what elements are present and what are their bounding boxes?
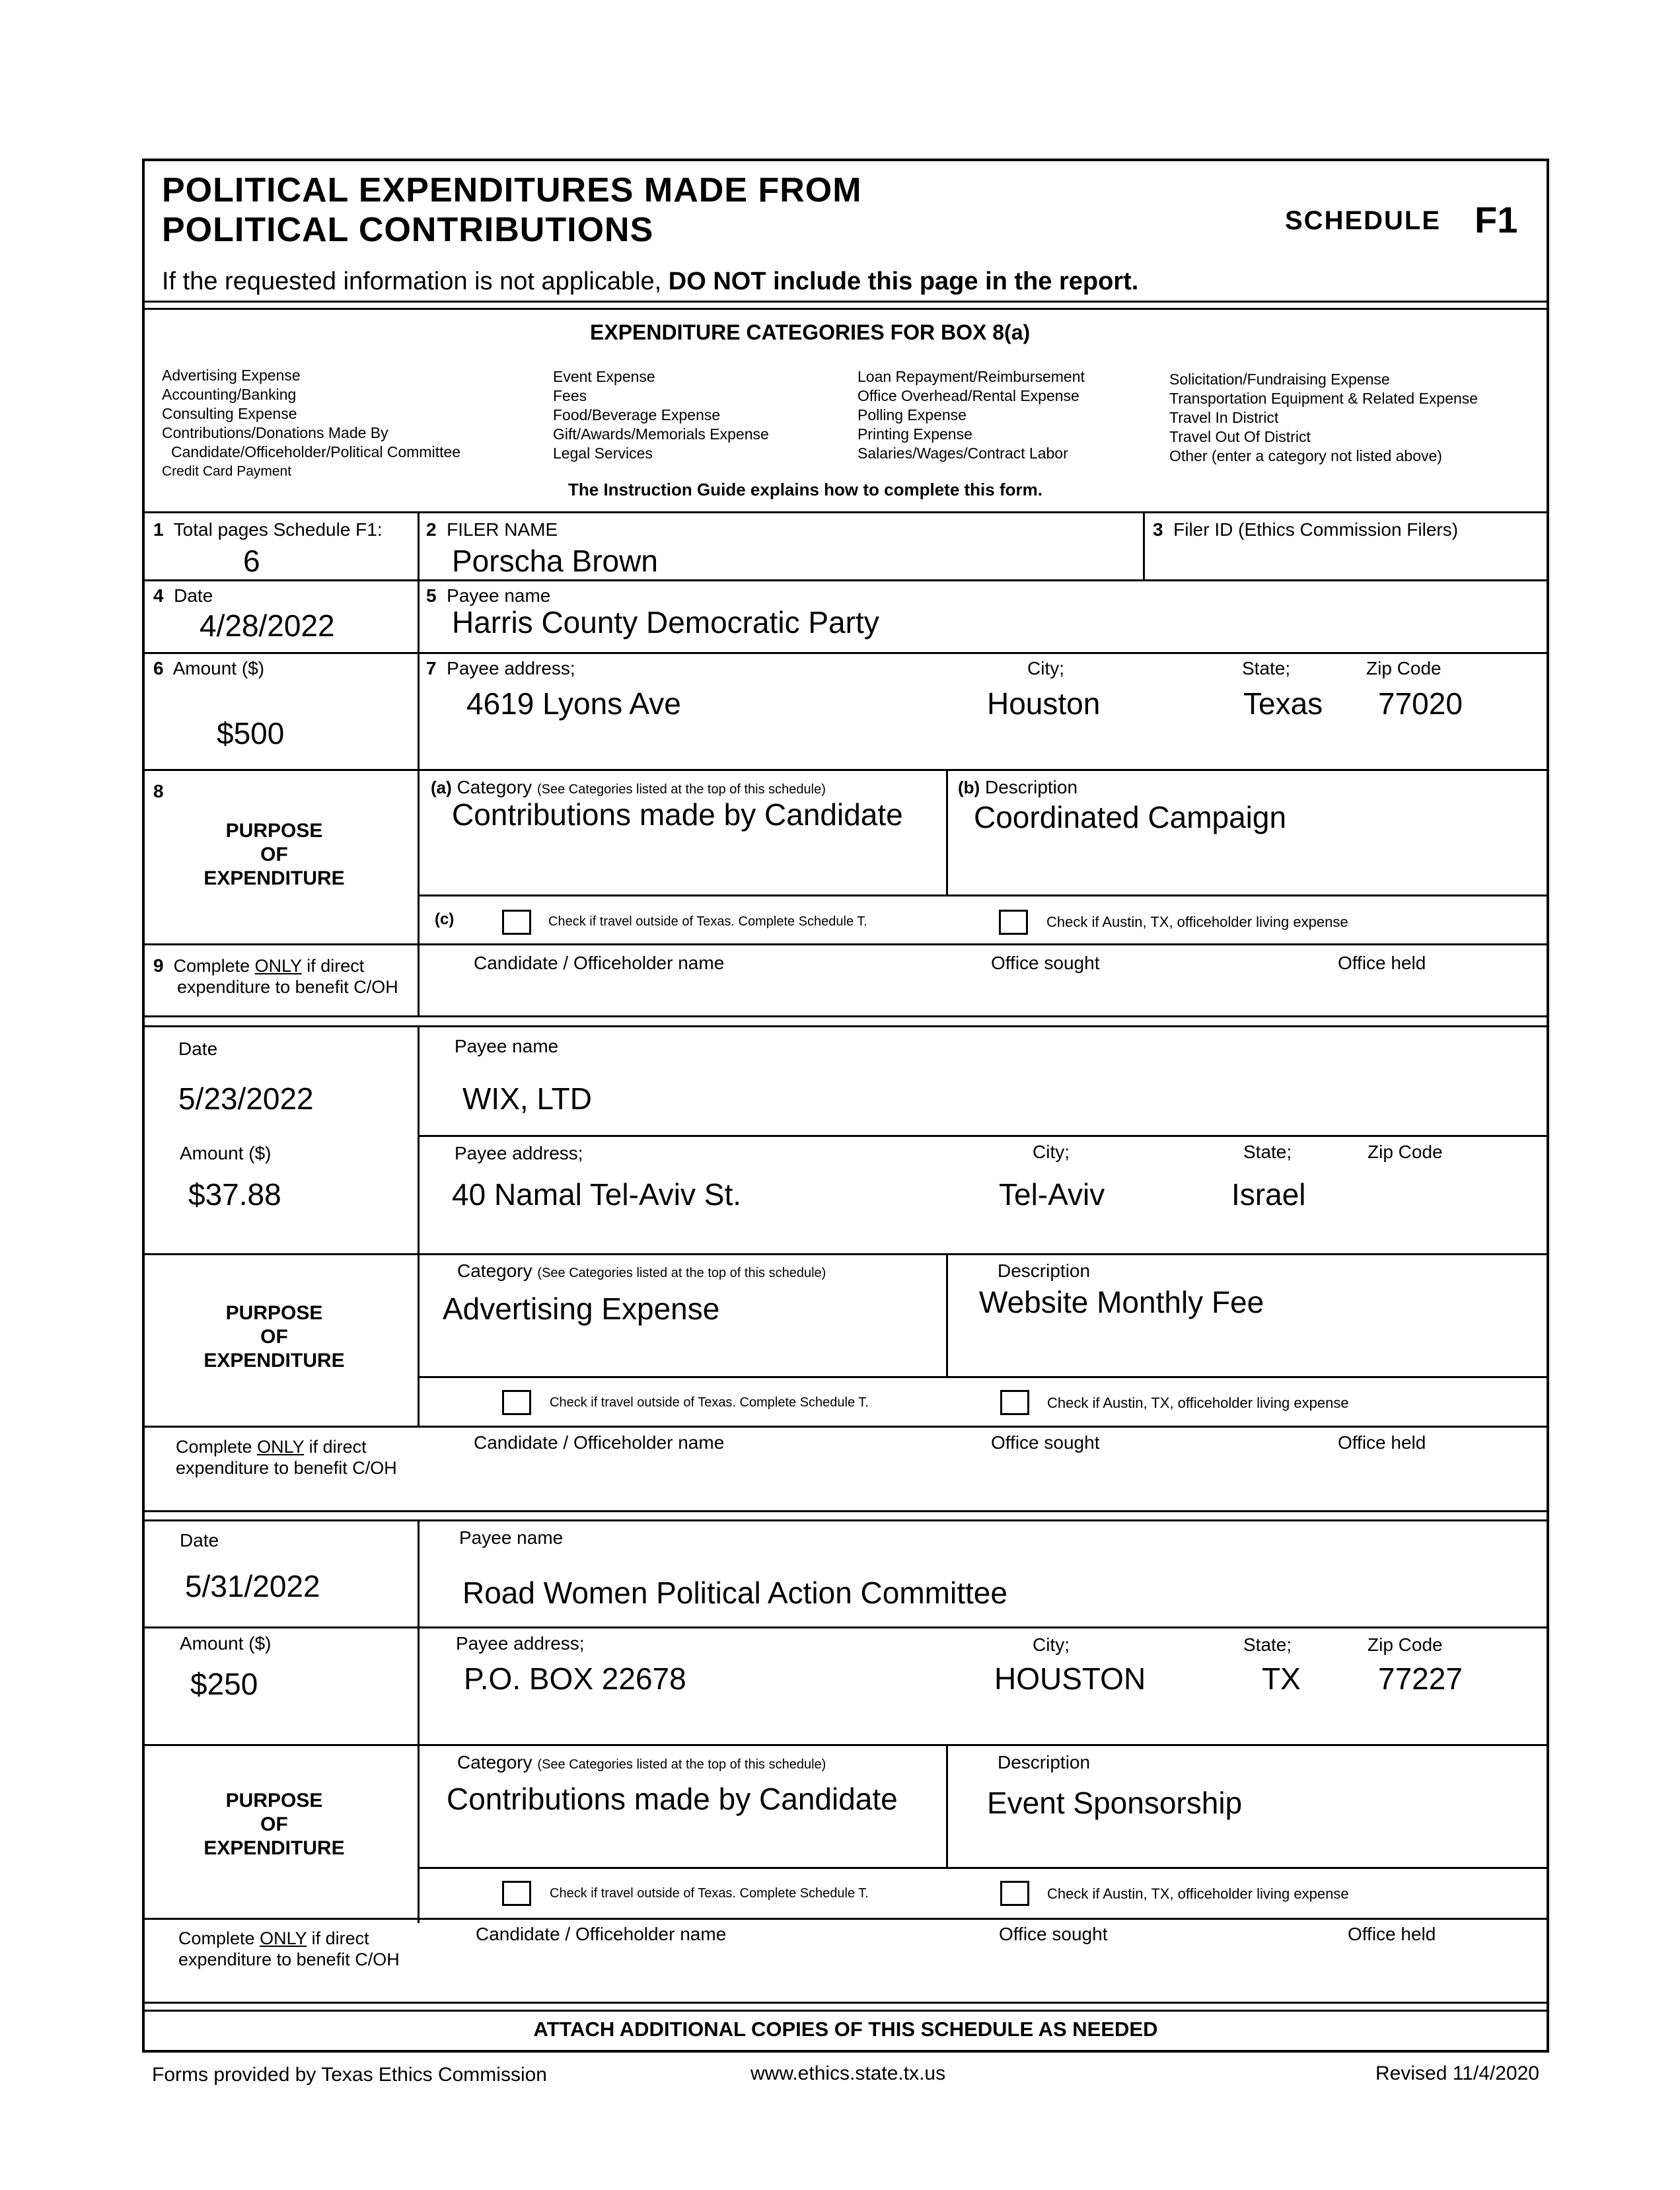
- amount-value[interactable]: $37.88: [188, 1177, 281, 1212]
- label-text: Complete: [176, 1437, 258, 1457]
- field-number: 2: [426, 519, 437, 540]
- category-item: Other (enter a category not listed above): [1169, 447, 1442, 464]
- field-number: 6: [153, 658, 164, 678]
- label-text: Filer ID (Ethics Commission Filers): [1173, 519, 1459, 540]
- field-number: (b): [958, 778, 980, 797]
- austin-living-expense-label: Check if Austin, TX, officeholder living expense: [1047, 1885, 1349, 1902]
- label-text: Complete: [178, 1928, 260, 1948]
- column-divider: [1143, 513, 1145, 579]
- column-divider: [946, 1255, 948, 1377]
- divider: [142, 1253, 1549, 1255]
- label-text: ONLY: [254, 956, 302, 976]
- divider: [142, 2010, 1549, 2012]
- label-text: Amount ($): [172, 658, 265, 678]
- office-sought-label: Office sought: [991, 1432, 1100, 1453]
- label-text: Category: [457, 1260, 532, 1281]
- category-item: Printing Expense: [858, 425, 972, 443]
- divider: [142, 1025, 1549, 1027]
- city-label: City;: [1033, 1634, 1070, 1655]
- description-label: Description: [998, 1260, 1091, 1281]
- category-item: Fees: [553, 387, 587, 404]
- state-label: State;: [1242, 658, 1291, 678]
- office-held-label: Office held: [1338, 1432, 1426, 1453]
- categories-heading: EXPENDITURE CATEGORIES FOR BOX 8(a): [590, 320, 1031, 344]
- state-label: State;: [1243, 1634, 1292, 1655]
- amount-value[interactable]: $250: [190, 1667, 258, 1701]
- filer-id-label: [1153, 519, 1458, 540]
- column-divider: [946, 1746, 948, 1868]
- divider: [142, 1510, 1549, 1512]
- travel-outside-texas-checkbox[interactable]: [502, 1390, 531, 1415]
- label-text: ONLY: [257, 1437, 305, 1457]
- payee-name-label: Payee name: [455, 1036, 559, 1056]
- city-label: City;: [1027, 658, 1064, 678]
- office-sought-label: Office sought: [991, 953, 1100, 973]
- zip-value[interactable]: 77020: [1378, 686, 1463, 721]
- label-note: (See Categories listed at the top of this schedule): [537, 1266, 826, 1280]
- austin-living-expense-checkbox[interactable]: [1000, 1881, 1029, 1906]
- label-note: (See Categories listed at the top of this schedule): [537, 1757, 826, 1772]
- complete-only-label: [178, 1928, 400, 1970]
- label-text: Description: [984, 777, 1078, 797]
- travel-outside-texas-checkbox[interactable]: [502, 910, 531, 935]
- zip-label: Zip Code: [1368, 1634, 1443, 1655]
- category-item: Event Expense: [553, 368, 655, 385]
- divider: [142, 1015, 1549, 1017]
- travel-outside-texas-checkbox[interactable]: [502, 1881, 531, 1906]
- label-text: Date: [174, 585, 213, 606]
- label-text: if direct: [304, 1437, 367, 1457]
- complete-only-label: [176, 1436, 397, 1478]
- label-text: OF: [260, 844, 288, 865]
- notice-bold: DO NOT include this page in the report.: [668, 268, 1139, 295]
- label-text: Complete: [173, 956, 255, 976]
- payee-name-value[interactable]: WIX, LTD: [462, 1081, 592, 1116]
- city-label: City;: [1033, 1142, 1070, 1162]
- category-value[interactable]: Advertising Expense: [443, 1292, 720, 1326]
- amount-label: [153, 658, 264, 679]
- category-column-1: [162, 366, 460, 481]
- payee-name-value[interactable]: Road Women Political Action Committee: [462, 1576, 1007, 1610]
- payee-address-value[interactable]: P.O. BOX 22678: [464, 1661, 686, 1696]
- office-sought-label: Office sought: [999, 1924, 1108, 1944]
- schedule-code: F1: [1475, 199, 1518, 240]
- label-text: expenditure to benefit C/OH: [177, 977, 398, 997]
- category-item: Travel Out Of District: [1169, 428, 1311, 445]
- divider: [142, 2002, 1549, 2004]
- city-value[interactable]: Houston: [987, 686, 1101, 721]
- divider: [142, 1519, 1549, 1521]
- office-held-label: Office held: [1338, 953, 1426, 973]
- zip-value[interactable]: 77227: [1378, 1661, 1463, 1696]
- city-value[interactable]: Tel-Aviv: [999, 1177, 1105, 1212]
- attach-copies-notice: ATTACH ADDITIONAL COPIES OF THIS SCHEDULE AS NEEDED: [533, 2018, 1158, 2041]
- field-number: 7: [426, 658, 437, 678]
- description-value[interactable]: Event Sponsorship: [987, 1786, 1243, 1820]
- purpose-of-expenditure-label: [165, 1789, 383, 1860]
- zip-label: Zip Code: [1366, 658, 1442, 678]
- payee-address-value[interactable]: 4619 Lyons Ave: [466, 686, 681, 721]
- payee-name-value[interactable]: Harris County Democratic Party: [452, 605, 879, 639]
- label-text: if direct: [307, 1928, 369, 1948]
- state-label: State;: [1243, 1142, 1292, 1162]
- divider: [418, 1376, 1549, 1378]
- divider: [418, 1135, 1549, 1137]
- column-divider: [946, 771, 948, 895]
- field-number: 3: [1153, 519, 1163, 540]
- category-item: Transportation Equipment & Related Expense: [1169, 390, 1479, 407]
- category-value[interactable]: Contributions made by Candidate: [447, 1782, 898, 1816]
- state-value[interactable]: Texas: [1243, 686, 1323, 721]
- category-label: [431, 777, 826, 798]
- state-value[interactable]: TX: [1262, 1661, 1301, 1696]
- label-text: PURPOSE: [225, 1790, 323, 1811]
- date-value[interactable]: 4/28/2022: [200, 608, 335, 643]
- category-item: Accounting/Banking: [162, 386, 297, 403]
- description-value[interactable]: Website Monthly Fee: [979, 1285, 1264, 1319]
- label-text: PURPOSE: [225, 820, 323, 842]
- austin-living-expense-label: Check if Austin, TX, officeholder living expense: [1046, 914, 1348, 930]
- column-divider: [418, 1521, 420, 1923]
- form-title-line1: POLITICAL EXPENDITURES MADE FROM: [162, 171, 862, 209]
- austin-living-expense-checkbox[interactable]: [1000, 1390, 1029, 1415]
- category-label: [457, 1752, 826, 1773]
- divider: [142, 769, 1549, 771]
- payee-address-label: Payee address;: [456, 1633, 585, 1654]
- label-text: EXPENDITURE: [203, 1350, 345, 1371]
- category-item: Legal Services: [553, 445, 653, 462]
- divider: [142, 652, 1549, 654]
- divider: [418, 1867, 1549, 1869]
- label-text: EXPENDITURE: [203, 867, 345, 889]
- category-value[interactable]: Contributions made by Candidate: [452, 797, 903, 832]
- payee-name-label: Payee name: [459, 1527, 564, 1548]
- forms-provided-by: Forms provided by Texas Ethics Commission: [152, 2064, 547, 2086]
- divider: [142, 308, 1549, 310]
- purpose-of-expenditure-label: [165, 819, 383, 891]
- notice-prefix: If the requested information is not applicable,: [162, 268, 669, 295]
- label-text: if direct: [301, 956, 365, 976]
- c-label: (c): [435, 910, 455, 928]
- purpose-of-expenditure-label: [165, 1301, 383, 1373]
- amount-label: Amount ($): [180, 1633, 272, 1654]
- label-text: OF: [260, 1813, 288, 1835]
- label-text: Payee address;: [447, 658, 575, 678]
- category-item: Loan Repayment/Reimbursement: [858, 368, 1085, 385]
- label-text: FILER NAME: [447, 519, 558, 540]
- label-text: Payee name: [447, 585, 551, 606]
- category-item: Salaries/Wages/Contract Labor: [858, 445, 1068, 462]
- label-text: Total pages Schedule F1:: [173, 519, 383, 540]
- category-column-2: [553, 367, 769, 463]
- divider: [142, 943, 1549, 945]
- payee-address-label: [426, 658, 575, 679]
- field-number: 9: [153, 955, 164, 976]
- category-item: Consulting Expense: [162, 405, 297, 422]
- date-value[interactable]: 5/31/2022: [185, 1569, 320, 1603]
- category-item: Gift/Awards/Memorials Expense: [553, 425, 769, 443]
- category-item: Travel In District: [1169, 409, 1279, 426]
- divider: [142, 1626, 1549, 1628]
- complete-only-label: [153, 955, 398, 998]
- austin-living-expense-checkbox[interactable]: [999, 910, 1028, 935]
- filer-name-value[interactable]: Porscha Brown: [452, 544, 658, 578]
- filer-name-label: [426, 519, 558, 540]
- divider: [142, 579, 1549, 581]
- date-label: Date: [180, 1530, 219, 1551]
- payee-address-value[interactable]: 40 Namal Tel-Aviv St.: [452, 1177, 742, 1212]
- divider: [142, 1744, 1549, 1746]
- divider: [418, 894, 1549, 896]
- amount-value[interactable]: $500: [217, 716, 285, 750]
- office-held-label: Office held: [1348, 1924, 1436, 1944]
- category-item: Candidate/Officeholder/Political Committee: [171, 443, 461, 460]
- candidate-name-label: Candidate / Officeholder name: [474, 1432, 725, 1453]
- field-number: (a): [431, 778, 452, 797]
- field-number: 4: [153, 585, 164, 606]
- purpose-number: 8: [153, 781, 164, 801]
- category-column-3: [858, 367, 1085, 463]
- label-text: Category: [457, 1752, 532, 1772]
- form-title-line2: POLITICAL CONTRIBUTIONS: [162, 211, 654, 249]
- field-number: 5: [426, 585, 437, 606]
- category-item: Contributions/Donations Made By: [162, 424, 388, 441]
- label-text: EXPENDITURE: [203, 1837, 345, 1859]
- date-label: [153, 585, 213, 606]
- city-value[interactable]: HOUSTON: [994, 1661, 1146, 1696]
- schedule-label: SCHEDULE: [1285, 206, 1442, 235]
- state-value[interactable]: Israel: [1231, 1177, 1306, 1212]
- travel-outside-texas-label: Check if travel outside of Texas. Complete Schedule T.: [550, 1886, 869, 1901]
- category-label: [457, 1260, 826, 1282]
- label-text: expenditure to benefit C/OH: [178, 1950, 400, 1969]
- candidate-name-label: Candidate / Officeholder name: [474, 953, 725, 973]
- travel-outside-texas-label: Check if travel outside of Texas. Complete Schedule T.: [550, 1395, 869, 1410]
- payee-name-label: [426, 585, 550, 606]
- date-value[interactable]: 5/23/2022: [178, 1081, 314, 1116]
- date-label: Date: [178, 1039, 218, 1059]
- total-pages-value[interactable]: 6: [243, 544, 260, 578]
- label-text: PURPOSE: [225, 1302, 323, 1324]
- category-item: Polling Expense: [858, 406, 967, 423]
- category-item: Solicitation/Fundraising Expense: [1169, 371, 1390, 388]
- label-text: OF: [260, 1326, 288, 1348]
- label-text: Category: [457, 777, 532, 797]
- label-note: (See Categories listed at the top of this schedule): [536, 782, 826, 797]
- category-item: Office Overhead/Rental Expense: [858, 387, 1079, 404]
- category-item: Credit Card Payment: [162, 464, 292, 479]
- candidate-name-label: Candidate / Officeholder name: [476, 1924, 727, 1944]
- austin-living-expense-label: Check if Austin, TX, officeholder living expense: [1047, 1395, 1349, 1411]
- payee-address-label: Payee address;: [455, 1143, 583, 1163]
- travel-outside-texas-label: Check if travel outside of Texas. Complete Schedule T.: [548, 914, 867, 929]
- ethics-website-link[interactable]: www.ethics.state.tx.us: [750, 2062, 946, 2084]
- category-item: Advertising Expense: [162, 367, 301, 384]
- field-number: 1: [153, 519, 164, 540]
- total-pages-label: [153, 519, 383, 540]
- revised-date: Revised 11/4/2020: [1375, 2062, 1539, 2084]
- divider: [142, 1918, 1549, 1920]
- label-text: expenditure to benefit C/OH: [176, 1458, 397, 1478]
- amount-label: Amount ($): [180, 1143, 272, 1163]
- category-column-4: [1169, 370, 1478, 466]
- description-label: Description: [998, 1752, 1091, 1772]
- zip-label: Zip Code: [1368, 1142, 1443, 1162]
- instruction-guide-note: The Instruction Guide explains how to complete this form.: [568, 480, 1042, 499]
- description-value[interactable]: Coordinated Campaign: [974, 800, 1287, 834]
- divider: [142, 301, 1549, 303]
- divider: [142, 1426, 1549, 1428]
- column-divider: [418, 513, 420, 1015]
- divider: [142, 511, 1549, 513]
- column-divider: [418, 1027, 420, 1427]
- description-label: [958, 777, 1077, 798]
- label-text: ONLY: [260, 1928, 307, 1948]
- notice-text: [162, 268, 1138, 296]
- category-item: Food/Beverage Expense: [553, 406, 721, 423]
